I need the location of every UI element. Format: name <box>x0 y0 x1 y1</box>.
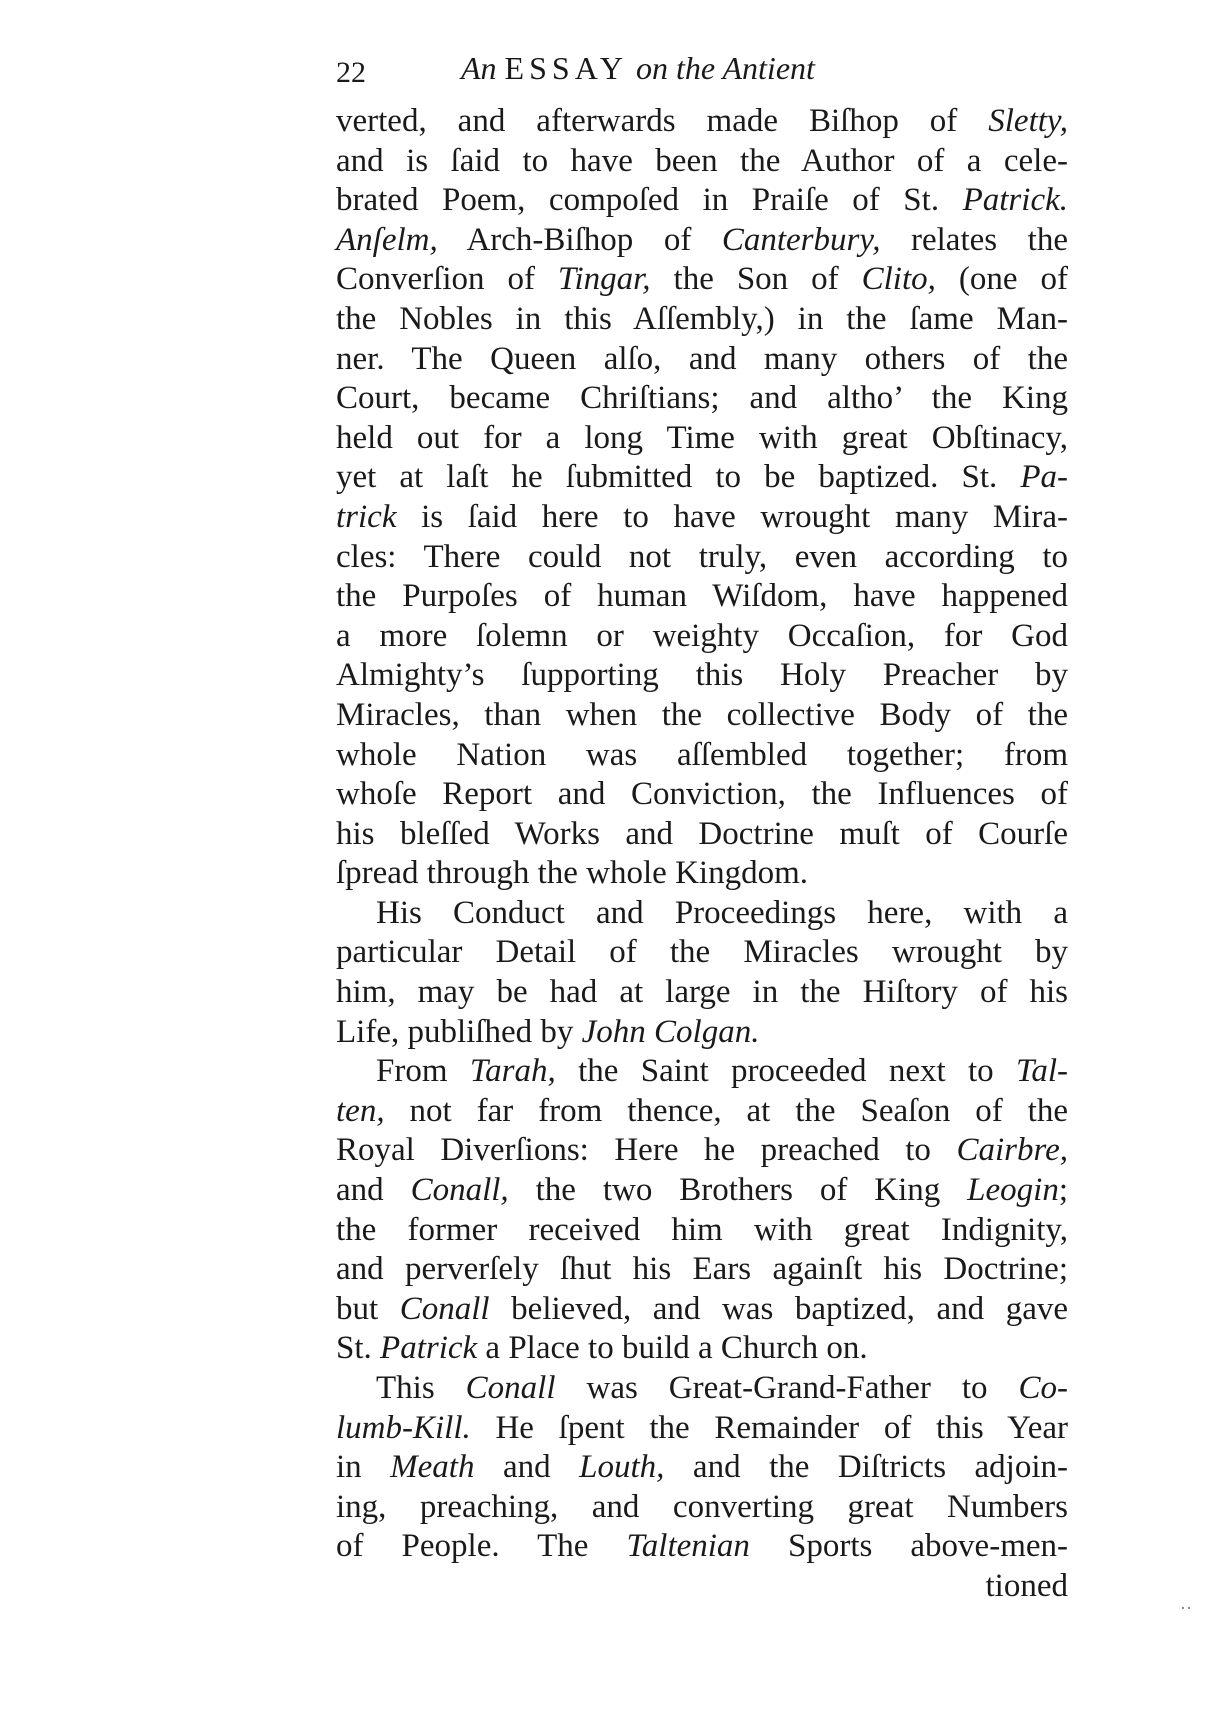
italic-text: Tarah, <box>469 1053 556 1090</box>
text-segment: of People. The <box>336 1528 627 1565</box>
running-title-caps: ESSAY <box>504 50 628 86</box>
italic-text: Tal- <box>1016 1053 1069 1090</box>
text-segment: held out for a long Time with great Obſtinacy, <box>336 419 1068 456</box>
text-line <box>336 1290 1068 1330</box>
text-segment: the former received him with great Indignity, <box>336 1211 1068 1248</box>
text-segment: and <box>474 1449 580 1486</box>
margin-mark: ·· <box>1180 1598 1192 1618</box>
text-line <box>336 1527 1068 1567</box>
text-segment: is ſaid here to have wrought many Mira- <box>396 498 1068 535</box>
text-line <box>336 498 1068 538</box>
text-line <box>336 973 1068 1013</box>
text-line <box>336 1567 1068 1607</box>
italic-text: Taltenian <box>626 1528 750 1565</box>
text-segment: a Place to build a Church on. <box>477 1330 868 1367</box>
text-line <box>336 1052 1068 1092</box>
text-segment: yet at laſt he ſubmitted to be baptized. St. <box>336 459 1021 496</box>
text-line <box>336 775 1068 815</box>
text-segment: Miracles, than when the collective Body of the <box>336 696 1068 733</box>
text-segment: the two Brothers of King <box>508 1172 968 1209</box>
text-line <box>336 1131 1068 1171</box>
text-line <box>336 854 1068 894</box>
italic-text: Co- <box>1018 1370 1068 1406</box>
text-segment: believed, and was baptized, and gave <box>489 1290 1069 1327</box>
text-segment: but <box>336 1290 400 1327</box>
text-segment: particular Detail of the Miracles wrought by <box>336 934 1068 971</box>
text-segment: Court, became Chriſtians; and altho’ the King <box>336 380 1068 417</box>
text-segment: tioned <box>985 1567 1068 1604</box>
text-line <box>336 1092 1068 1132</box>
text-segment: ner. The Queen alſo, and many others of the <box>336 340 1068 377</box>
italic-text: Cairbre, <box>956 1132 1068 1169</box>
text-line <box>336 1211 1068 1251</box>
text-segment: verted, and afterwards made Biſhop of <box>336 103 989 139</box>
text-segment: not far from thence, at the Seaſon of the <box>384 1092 1068 1129</box>
text-segment: the Purpoſes of human Wiſdom, have happened <box>336 578 1068 615</box>
text-line <box>336 815 1068 855</box>
text-line <box>336 1013 1068 1053</box>
italic-text: Leogin <box>967 1172 1059 1209</box>
italic-text: trick <box>336 498 397 535</box>
text-line <box>336 419 1068 459</box>
text-segment: Converſion of <box>336 261 558 298</box>
italic-text: Conall, <box>410 1172 509 1209</box>
text-line <box>336 181 1068 221</box>
text-segment: in <box>336 1449 391 1486</box>
text-segment: From <box>376 1053 470 1090</box>
text-line <box>336 102 1068 142</box>
italic-text: Conall <box>465 1370 556 1406</box>
italic-text: Canterbury, <box>721 221 881 258</box>
text-segment: and <box>336 1172 411 1209</box>
text-segment: This <box>376 1370 466 1406</box>
italic-text: Sletty, <box>988 103 1068 139</box>
text-segment: His Conduct and Proceedings here, with a <box>376 894 1068 931</box>
text-segment: ſpread through the whole Kingdom. <box>336 855 808 892</box>
text-segment: relates the <box>880 221 1068 258</box>
text-segment: ; <box>1058 1172 1069 1209</box>
text-segment: Sports above-men- <box>749 1528 1068 1565</box>
text-line <box>336 1409 1068 1449</box>
italic-text: Patrick. <box>962 182 1068 219</box>
text-line <box>336 538 1068 578</box>
text-segment: cles: There could not truly, even according to <box>336 538 1068 575</box>
text-segment: Life, publiſhed by <box>336 1013 582 1050</box>
italic-text: Tingar, <box>557 261 651 298</box>
text-line <box>336 458 1068 498</box>
text-segment: and perverſely ſhut his Ears againſt his Doctrine; <box>336 1251 1068 1288</box>
italic-text: Patrick <box>380 1330 478 1367</box>
text-line <box>336 379 1068 419</box>
text-segment: him, may be had at large in the Hiſtory of his <box>336 974 1068 1011</box>
running-header <box>336 44 1076 94</box>
body-text <box>336 102 1068 1607</box>
italic-text: Clito, <box>861 261 936 298</box>
page-number: 22 <box>336 56 366 89</box>
text-segment: Almighty’s ſupporting this Holy Preacher by <box>336 657 1068 694</box>
text-line <box>336 1488 1068 1528</box>
text-segment: was Great-Grand-Father to <box>555 1370 1019 1406</box>
text-line <box>336 933 1068 973</box>
text-line <box>336 894 1068 934</box>
text-line <box>336 696 1068 736</box>
text-line <box>336 1448 1068 1488</box>
text-line <box>336 1250 1068 1290</box>
italic-text: ten, <box>336 1092 385 1129</box>
text-segment: whoſe Report and Conviction, the Influences of <box>336 776 1068 813</box>
text-segment: the Saint proceeded next to <box>555 1053 1017 1090</box>
text-segment: the Son of <box>650 261 862 298</box>
italic-text: Pa- <box>1020 459 1068 496</box>
text-line <box>336 300 1068 340</box>
italic-text: Conall <box>399 1290 490 1327</box>
italic-text: Anſelm, <box>336 221 438 258</box>
text-segment: (one of <box>935 261 1068 298</box>
text-line <box>336 340 1068 380</box>
text-segment: Arch-Biſhop of <box>437 221 722 258</box>
text-segment: Royal Diverſions: Here he preached to <box>336 1132 957 1169</box>
running-title <box>461 50 815 87</box>
text-segment: whole Nation was aſſembled together; from <box>336 736 1068 773</box>
text-line <box>336 260 1068 300</box>
text-line <box>336 617 1068 657</box>
italic-text: Louth, <box>579 1449 665 1486</box>
italic-text: Meath <box>390 1449 475 1486</box>
text-line <box>336 1329 1068 1369</box>
text-segment: brated Poem, compoſed in Praiſe of St. <box>336 182 963 219</box>
running-title-suffix: on the Antient <box>635 50 815 86</box>
text-segment: St. <box>336 1330 381 1367</box>
text-line <box>336 1369 1068 1409</box>
text-line <box>336 656 1068 696</box>
text-segment: ing, preaching, and converting great Numbers <box>336 1488 1068 1525</box>
italic-text: John Colgan. <box>581 1013 760 1050</box>
text-line <box>336 577 1068 617</box>
text-line <box>336 1171 1068 1211</box>
text-segment: the Nobles in this Aſſembly,) in the ſame Man- <box>336 300 1068 337</box>
text-line <box>336 221 1068 261</box>
running-title-prefix: An <box>461 50 497 86</box>
text-segment: a more ſolemn or weighty Occaſion, for God <box>336 617 1068 654</box>
text-segment: and is ſaid to have been the Author of a cele- <box>336 142 1068 179</box>
text-segment: He ſpent the Remainder of this Year <box>470 1409 1068 1446</box>
text-segment: and the Diſtricts adjoin- <box>664 1449 1069 1486</box>
text-line <box>336 142 1068 182</box>
italic-text: lumb-Kill. <box>336 1409 471 1446</box>
text-segment: his bleſſed Works and Doctrine muſt of Courſe <box>336 815 1068 852</box>
text-line <box>336 736 1068 776</box>
